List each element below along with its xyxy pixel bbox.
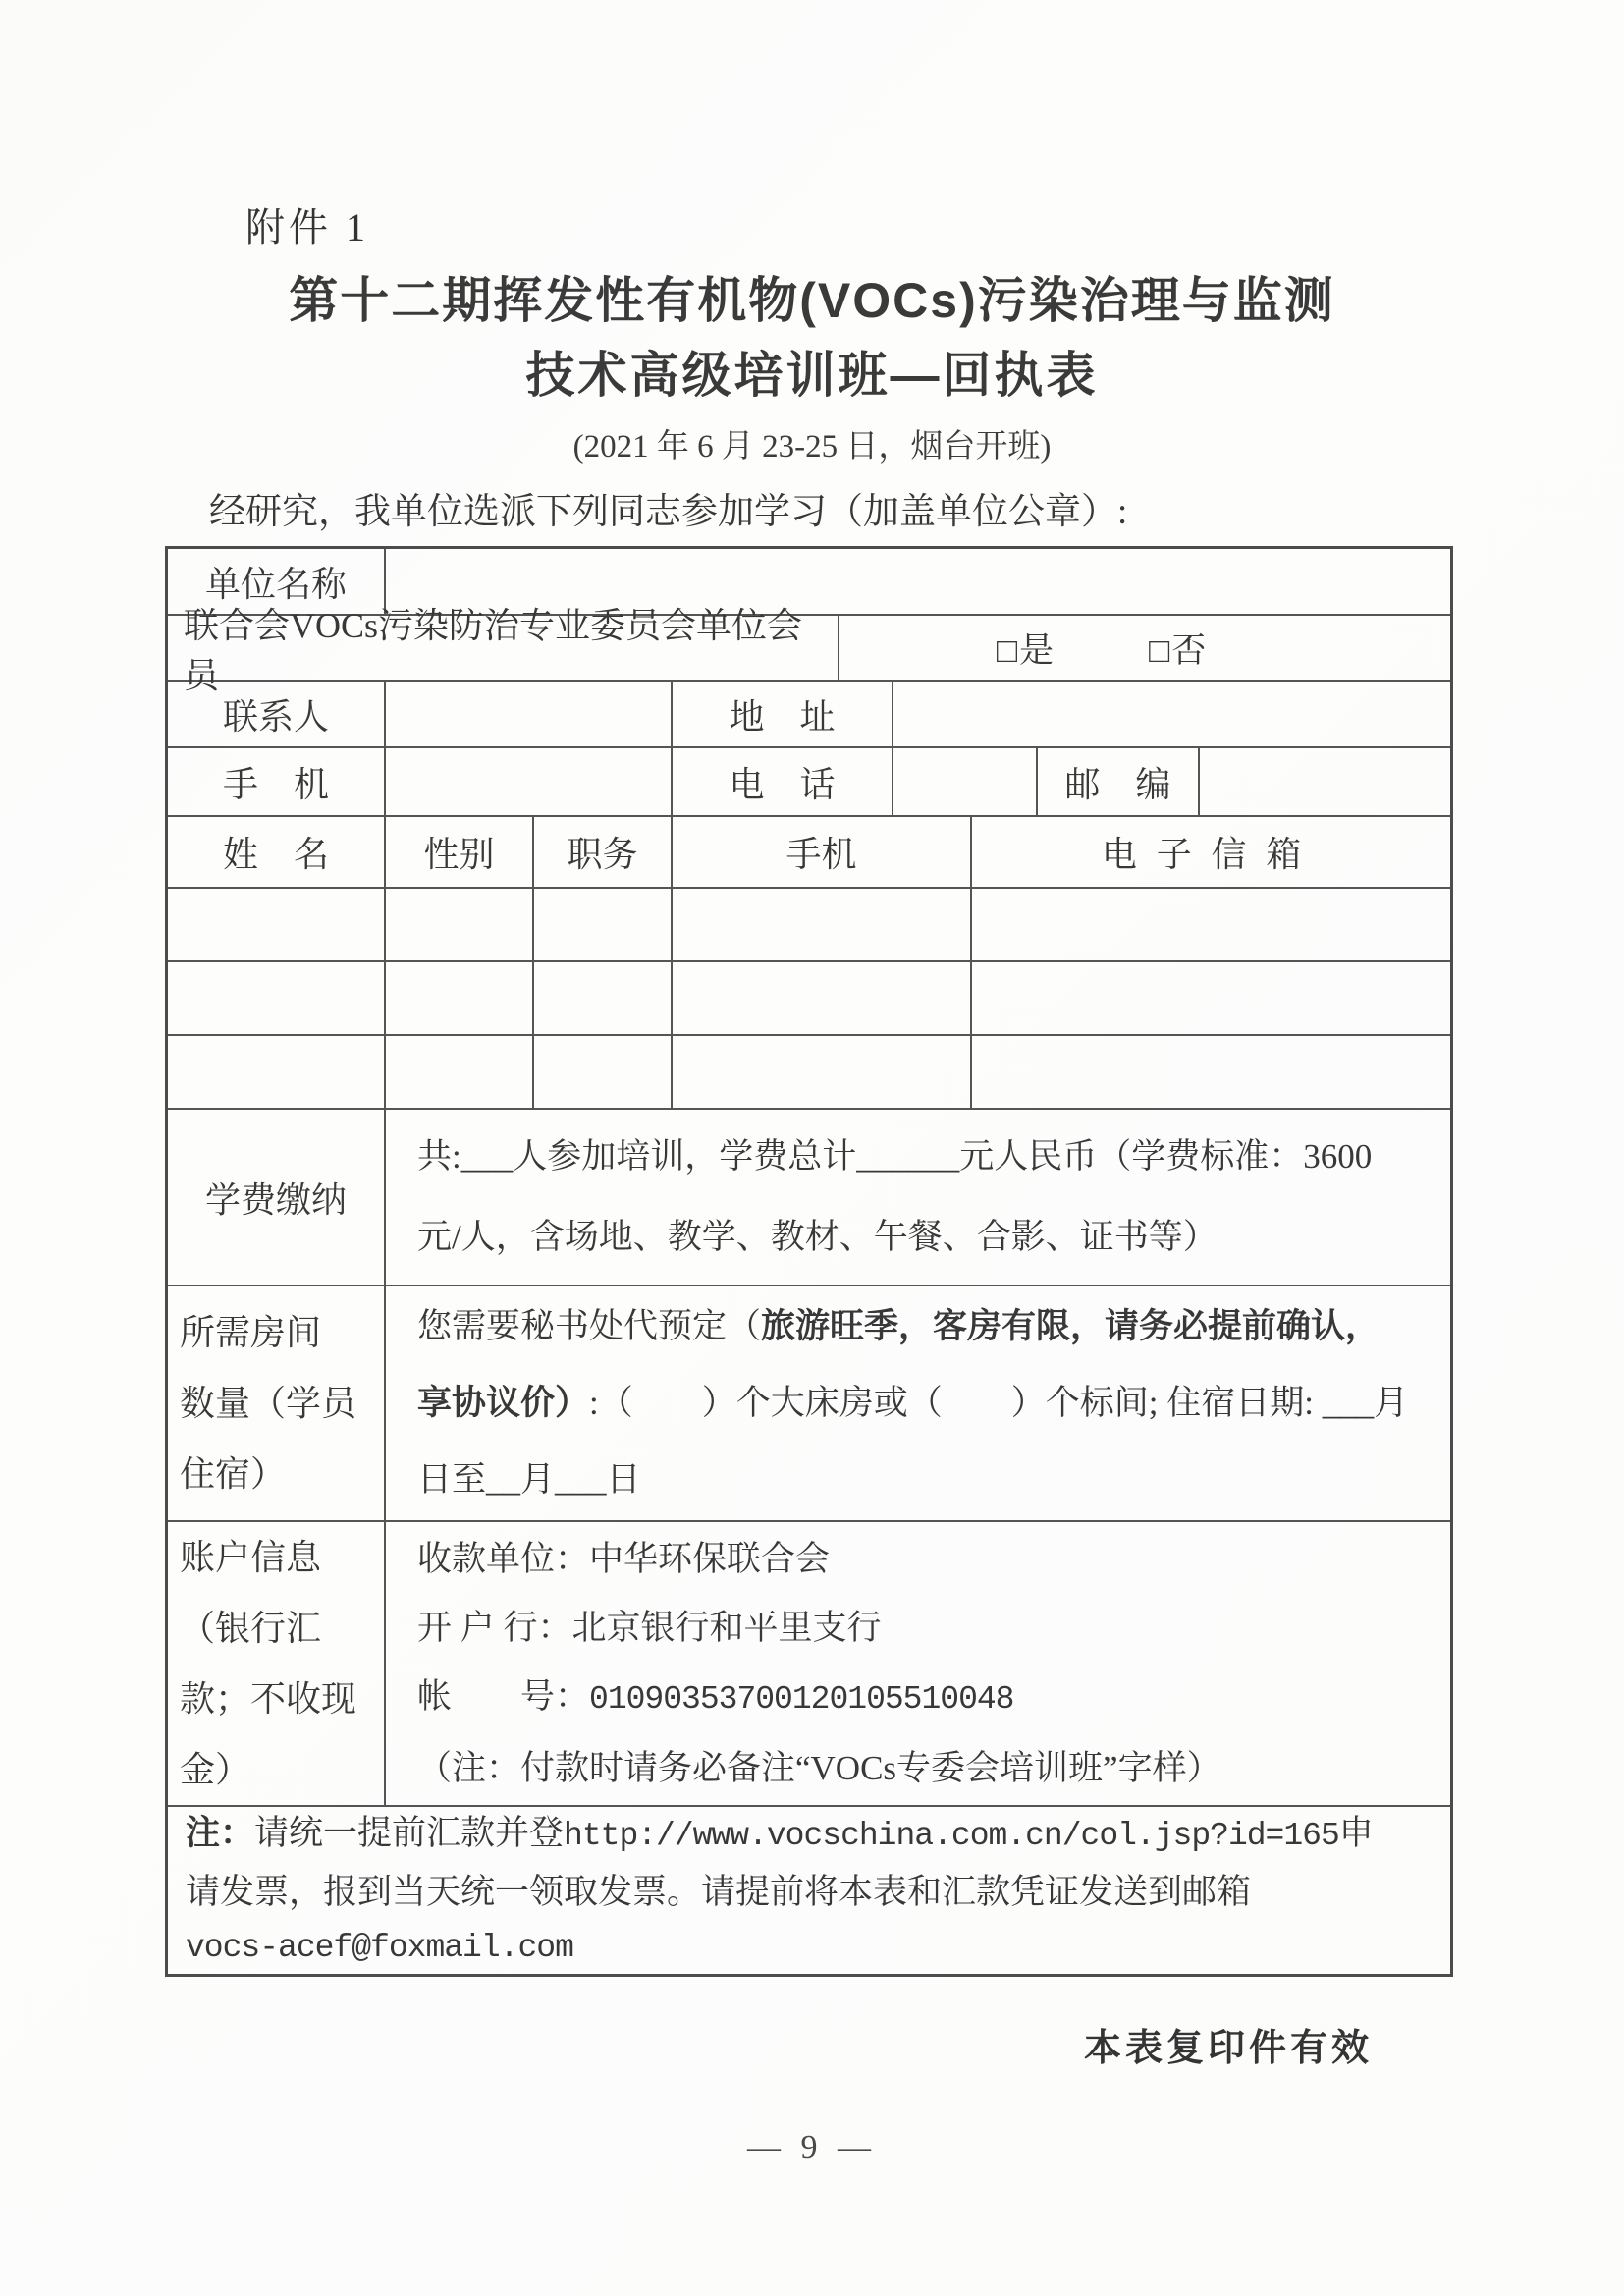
page-number: — 9 —	[747, 2129, 877, 2165]
fee-label: 学费缴纳	[204, 1179, 347, 1220]
account-label	[168, 1522, 384, 1805]
participant-row-2	[168, 960, 1450, 1034]
membership-no-checkbox: □否	[1149, 630, 1209, 670]
form-subtitle-date: (2021 年 6 月 23-25 日，烟台开班)	[572, 429, 1052, 465]
account-label-line: 款；不收现	[180, 1679, 357, 1719]
row-note	[168, 1805, 1450, 1974]
participant-cell	[168, 889, 384, 960]
contact-value	[384, 682, 671, 746]
row-membership	[168, 605, 1450, 695]
rooms-content	[384, 1286, 1450, 1520]
col-header-gender: 性别	[384, 817, 532, 887]
participant-cell	[532, 889, 671, 960]
participant-cell	[384, 889, 532, 960]
participant-cell	[168, 962, 384, 1034]
account-note-line: （注：付款时请务必备注“VOCs专委会培训班”字样）	[417, 1748, 1221, 1787]
row-participants-header	[168, 815, 1450, 887]
row-account-info	[168, 1520, 1450, 1805]
unit-name-label: 单位名称	[204, 564, 347, 604]
participant-cell	[532, 1036, 671, 1108]
participant-cell	[532, 962, 671, 1034]
account-bank-line: 开 户 行：北京银行和平里支行	[417, 1608, 882, 1647]
mobile-value	[384, 748, 671, 815]
fee-line-1: 共:___人参加培训，学费总计______元人民币（学费标准：3600	[417, 1137, 1373, 1175]
note-line-1: 注：请统一提前汇款并登http://www.vocschina.com.cn/col.jsp?id=165申	[186, 1814, 1374, 1854]
rooms-label	[168, 1286, 384, 1520]
participant-cell	[671, 962, 970, 1034]
participant-row-3	[168, 1034, 1450, 1108]
participant-cell	[384, 962, 532, 1034]
col-header-email: 电子信箱	[970, 817, 1450, 887]
account-payee-line: 收款单位：中华环保联合会	[417, 1539, 831, 1578]
mobile-label: 手 机	[222, 764, 329, 804]
account-number: 01090353700120105510048	[589, 1680, 1014, 1718]
form-title-line2: 技术高级培训班—回执表	[525, 348, 1099, 403]
postcode-label: 邮 编	[1036, 748, 1198, 815]
participant-cell	[970, 1036, 1450, 1108]
address-value	[892, 682, 1450, 746]
row-mobile-phone-postcode	[168, 746, 1450, 815]
participant-cell	[671, 889, 970, 960]
contact-label: 联系人	[222, 696, 329, 737]
invoice-url: http://www.vocschina.com.cn/col.jsp?id=165	[564, 1818, 1339, 1854]
participant-cell	[970, 889, 1450, 960]
membership-label: 联合会VOCs污染防治专业委员会单位会员	[184, 605, 803, 695]
rooms-line-3: 日至__月___日	[417, 1460, 641, 1499]
participant-cell	[970, 962, 1450, 1034]
copy-valid-note: 本表复印件有效	[1083, 2028, 1373, 2069]
account-label-line: 账户信息	[180, 1538, 322, 1577]
rooms-label-line: 数量（学员	[180, 1384, 357, 1423]
postcode-value	[1198, 748, 1450, 815]
phone-value	[892, 748, 1036, 815]
form-title-line1: 第十二期挥发性有机物(VOCs)污染治理与监测	[289, 273, 1335, 328]
note-line-2: 请发票，报到当天统一领取发票。请提前将本表和汇款凭证发送到邮箱	[186, 1873, 1252, 1911]
note-content	[168, 1807, 1450, 1974]
col-header-mobile: 手机	[671, 817, 970, 887]
phone-label: 电 话	[671, 748, 892, 815]
rooms-line-2: 享协议价）:（ ）个大床房或（ ）个标间; 住宿日期: ___月	[417, 1384, 1409, 1422]
row-rooms-needed	[168, 1285, 1450, 1520]
participant-row-1	[168, 887, 1450, 960]
row-contact-address	[168, 680, 1450, 746]
fee-line-2: 元/人，含场地、教学、教材、午餐、合影、证书等）	[417, 1218, 1218, 1256]
account-label-line: （银行汇	[180, 1609, 322, 1648]
intro-sentence: 经研究，我单位选派下列同志参加学习（加盖单位公章）:	[209, 492, 1128, 532]
rooms-label-line: 所需房间	[180, 1313, 322, 1352]
membership-yes-checkbox: □是	[997, 630, 1056, 670]
contact-email: vocs-acef@foxmail.com	[186, 1930, 573, 1966]
participant-cell	[671, 1036, 970, 1108]
col-header-position: 职务	[532, 817, 671, 887]
address-label: 地 址	[671, 682, 892, 746]
participant-cell	[384, 1036, 532, 1108]
fee-content	[384, 1110, 1450, 1285]
account-content	[384, 1522, 1450, 1805]
rooms-line-1: 您需要秘书处代预定（旅游旺季，客房有限，请务必提前确认，	[417, 1307, 1380, 1345]
attachment-label: 附件 1	[245, 205, 369, 249]
reply-form-table	[165, 546, 1453, 1977]
membership-choices	[838, 616, 1450, 680]
account-number-line: 帐 号：01090353700120105510048	[417, 1676, 1014, 1718]
participant-cell	[168, 1036, 384, 1108]
rooms-label-line: 住宿）	[180, 1454, 287, 1494]
account-label-line: 金）	[180, 1750, 251, 1789]
row-tuition-fee	[168, 1108, 1450, 1285]
col-header-name: 姓 名	[222, 835, 329, 874]
